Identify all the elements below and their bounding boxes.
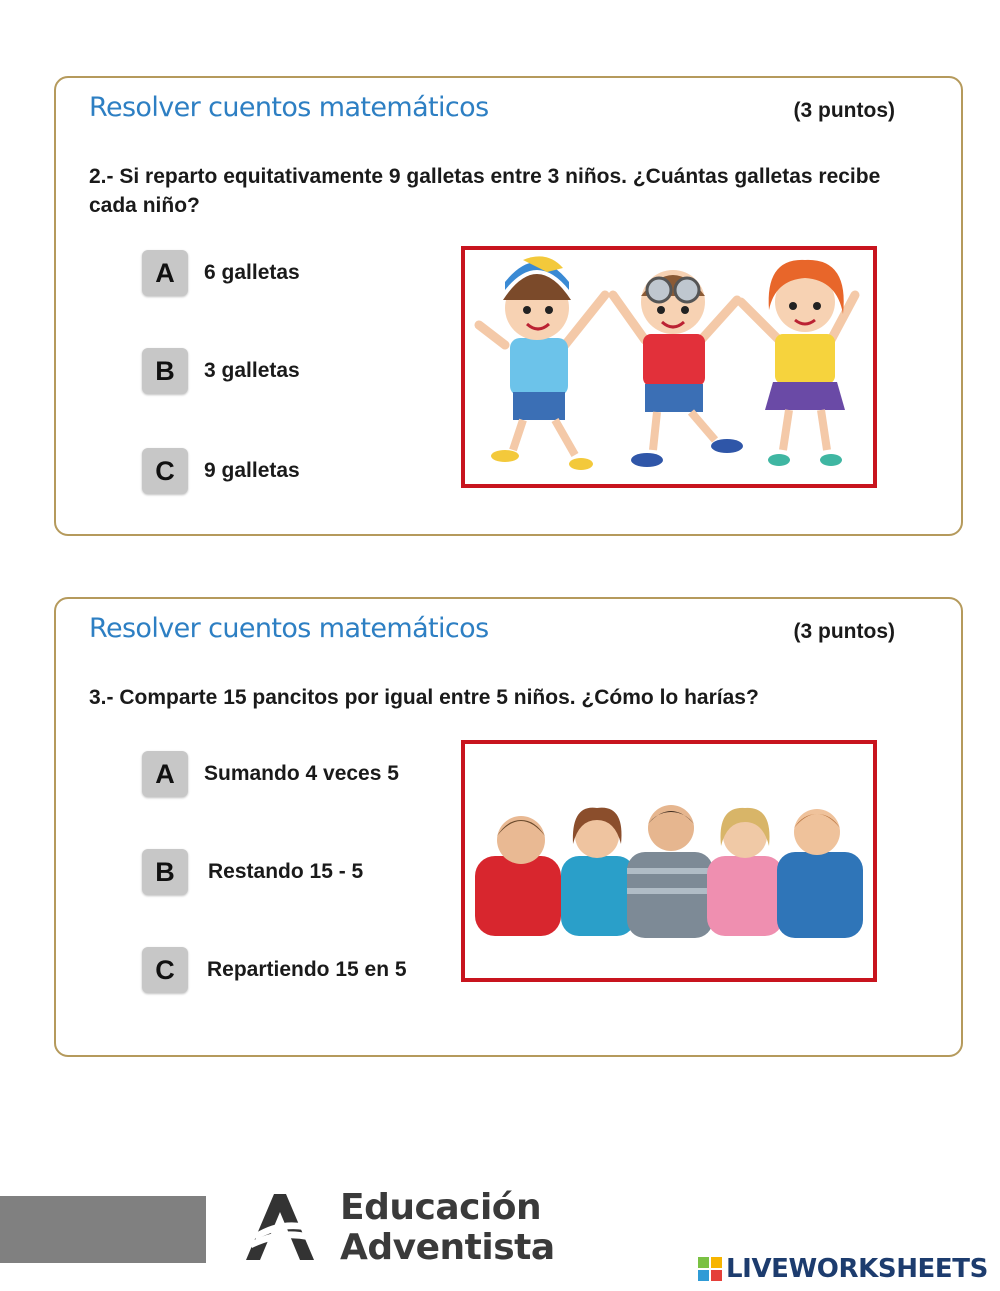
option-text: 9 galletas [204,459,300,482]
brand-line-1: Educación [340,1187,542,1228]
kid-yellow-shirt [741,260,855,466]
brand-name [340,1188,555,1268]
brand-line-2: Adventista [340,1227,555,1268]
cartoon-kids-illustration [465,250,873,484]
option-letter: C [142,947,188,993]
question-text: 3.- Comparte 15 pancitos por igual entre 5 niños. ¿Cómo lo harías? [89,686,759,709]
option-letter: A [142,250,188,296]
option-b[interactable] [142,849,363,895]
kid-blue-shirt [479,256,605,470]
liveworksheets-text: LIVEWORKSHEETS [726,1254,988,1284]
kid-red-shirt [613,270,743,467]
educacion-adventista-logo-icon [244,1190,316,1267]
option-text: 3 galletas [204,359,300,382]
kids-photo-image [461,740,877,982]
option-text: Repartiendo 15 en 5 [207,958,407,981]
points-label: (3 puntos) [793,99,895,122]
option-text: Restando 15 - 5 [208,860,364,883]
option-text: Sumando 4 veces 5 [204,762,399,785]
footer-gray-bar [0,1196,206,1263]
question-text: 2.- Si reparto equitativamente 9 galletas entre 3 niños. ¿Cuántas galletas recibe cada niño? [89,165,881,217]
option-letter: A [142,751,188,797]
option-a[interactable] [142,751,399,797]
option-letter: C [142,448,188,494]
liveworksheets-icon [698,1257,722,1281]
liveworksheets-watermark[interactable] [698,1254,988,1284]
option-a[interactable] [142,250,300,296]
card-title: Resolver cuentos matemáticos [89,613,489,644]
question-card-3 [54,597,963,1057]
five-kids-photo [465,744,873,978]
option-letter: B [142,849,188,895]
option-letter: B [142,348,188,394]
question-card-2 [54,76,963,536]
points-label: (3 puntos) [793,620,895,643]
option-c[interactable] [142,448,300,494]
card-title: Resolver cuentos matemáticos [89,92,489,123]
option-text: 6 galletas [204,261,300,284]
option-b[interactable] [142,348,300,394]
cartoon-kids-image [461,246,877,488]
option-c[interactable] [142,947,407,993]
